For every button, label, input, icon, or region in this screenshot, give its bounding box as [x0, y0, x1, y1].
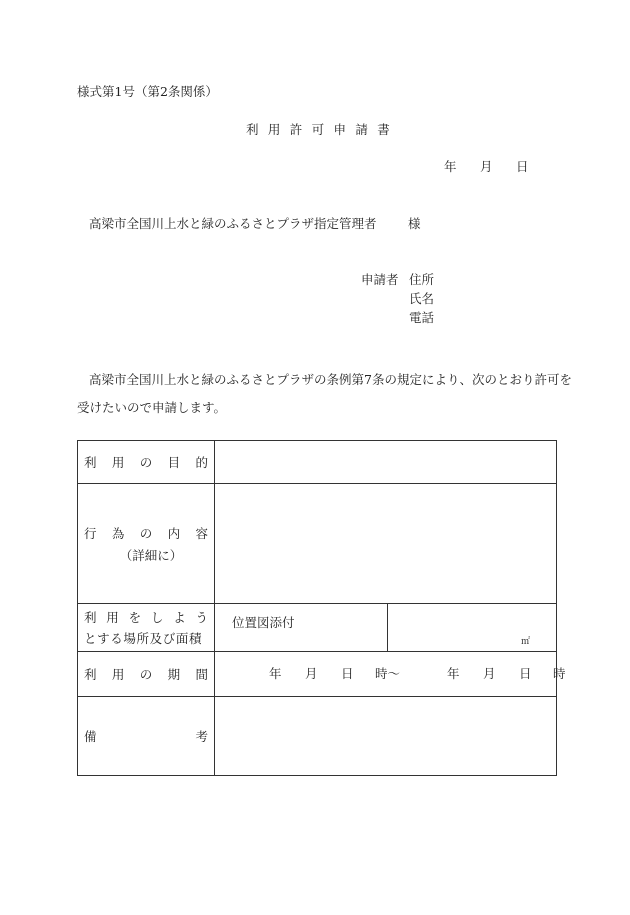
from-day: 日	[341, 666, 354, 681]
content-label: 行為の内容	[84, 525, 208, 541]
remarks-char-1: 備	[84, 729, 97, 744]
addressee: 高梁市全国川上水と緑のふるさとプラザ指定管理者	[89, 216, 377, 231]
from-year: 年	[269, 666, 282, 681]
remarks-label	[84, 727, 208, 745]
applicant-label: 申請者	[361, 272, 399, 287]
to-day: 日	[519, 666, 532, 681]
body-text-line2: 受けたいので申請します。	[77, 400, 227, 415]
date-year: 年	[444, 159, 457, 174]
row-remarks	[78, 697, 557, 776]
row-period	[78, 652, 557, 697]
period-label: 利用の期間	[84, 667, 208, 682]
applicant-address: 住所	[409, 272, 435, 287]
from-month: 月	[305, 666, 318, 681]
applicant-phone: 電話	[409, 310, 435, 325]
to-year: 年	[447, 666, 460, 681]
honorific: 様	[408, 216, 421, 231]
date-month: 月	[480, 159, 493, 174]
remarks-field[interactable]	[215, 697, 557, 776]
purpose-label: 利用の目的	[84, 455, 208, 470]
content-field[interactable]	[215, 484, 557, 604]
period-field[interactable]	[215, 652, 566, 697]
remarks-char-2: 考	[195, 729, 208, 744]
date-day: 日	[516, 159, 529, 174]
body-text-line1: 高梁市全国川上水と緑のふるさとプラザの条例第7条の規定により、次のとおり許可を	[89, 372, 572, 387]
to-month: 月	[483, 666, 496, 681]
to-hour: 時	[553, 666, 566, 681]
row-place	[78, 604, 557, 652]
content-note: （詳細に）	[119, 547, 183, 563]
applicant-name: 氏名	[409, 291, 435, 306]
row-content	[78, 484, 557, 604]
purpose-field[interactable]	[215, 441, 557, 484]
area-field[interactable]	[388, 604, 557, 652]
form-title: 利用許可申請書	[246, 122, 400, 137]
application-table	[77, 440, 566, 776]
place-label-line1: 利用をしよう	[84, 610, 208, 625]
area-unit: ㎡	[520, 637, 530, 647]
from-hour: 時〜	[375, 666, 401, 681]
row-purpose	[78, 441, 557, 484]
form-number: 様式第1号（第2条関係）	[77, 84, 218, 99]
place-label-line2: とする場所及び面積	[84, 631, 203, 646]
map-attached[interactable]: 位置図添付	[215, 604, 388, 652]
